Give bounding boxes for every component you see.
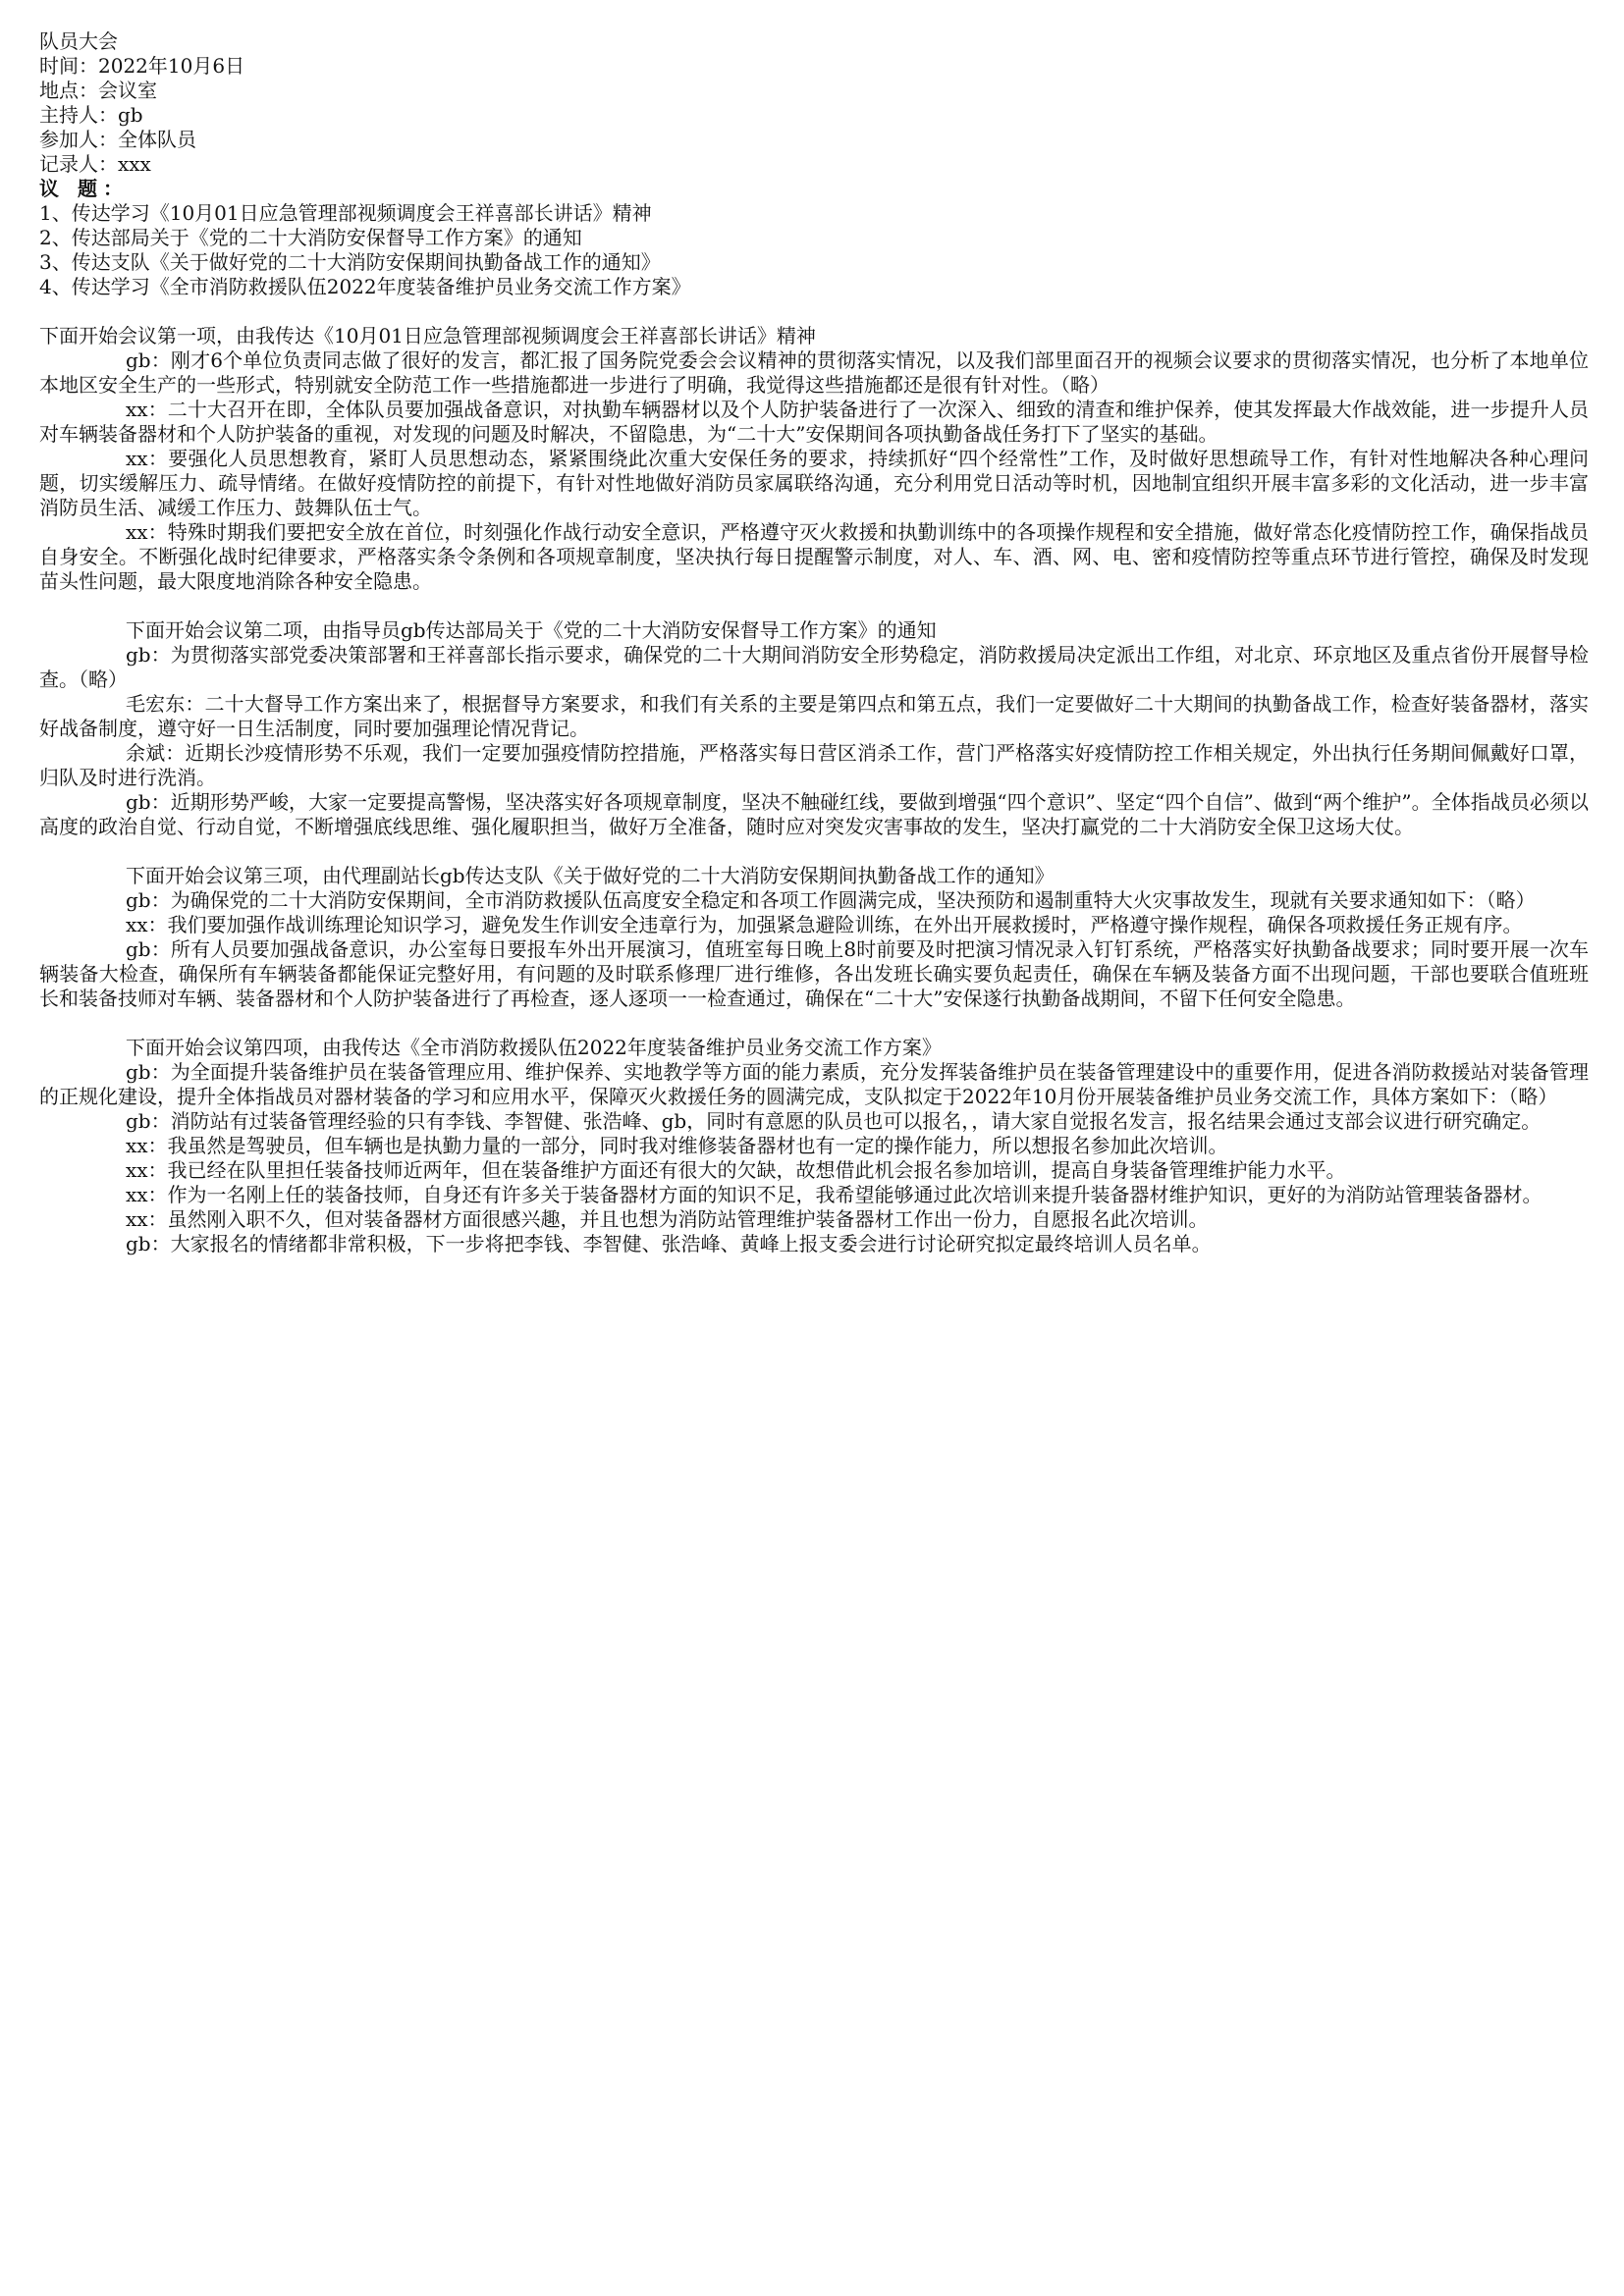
speech-paragraph: gb：刚才6个单位负责同志做了很好的发言，都汇报了国务院党委会会议精神的贯彻落实情况，以及我们部里面召开的视频会议要求的贯彻落实情况，也分析了本地单位本地区安全生产的一些形式，特别就安全防范工作一些措施都进一步进行了明确，我觉得这些措施都还是很有针对性。（略）: [39, 348, 1589, 397]
section-2: [39, 618, 1589, 839]
blank-line: [39, 594, 1589, 618]
speech-paragraph: gb：为贯彻落实部党委决策部署和王祥喜部长指示要求，确保党的二十大期间消防安全形势稳定，消防救援局决定派出工作组，对北京、环京地区及重点省份开展督导检查。（略）: [39, 643, 1589, 691]
speech-paragraph: xx：特殊时期我们要把安全放在首位，时刻强化作战行动安全意识，严格遵守灭火救援和执勤训练中的各项操作规程和安全措施，做好常态化疫情防控工作，确保指战员自身安全。不断强化战时纪律要求，严格落实条令条例和各项规章制度，坚决执行每日提醒警示制度，对人、车、酒、网、电、密和疫情防控等重点环节进行管控，确保及时发现苗头性问题，最大限度地消除各种安全隐患。: [39, 520, 1589, 593]
meeting-location: 地点：会议室: [39, 79, 157, 102]
section-4: [39, 1036, 1589, 1256]
blank-line: [39, 839, 1589, 864]
speech-paragraph: xx：二十大召开在即，全体队员要加强战备意识，对执勤车辆器材以及个人防护装备进行了一次深入、细致的清查和维护保养，使其发挥最大作战效能，进一步提升人员对车辆装备器材和个人防护装备的重视，对发现的问题及时解决，不留隐患，为“二十大”安保期间各项执勤备战任务打下了坚实的基础。: [39, 398, 1589, 446]
speech-paragraph: gb：消防站有过装备管理经验的只有李钱、李智健、张浩峰、gb，同时有意愿的队员也可以报名，，请大家自觉报名发言，报名结果会通过支部会议进行研究确定。: [126, 1109, 1542, 1133]
agenda-item: 3、传达支队《关于做好党的二十大消防安保期间执勤备战工作的通知》: [39, 250, 661, 274]
agenda-heading: 议 题：: [39, 177, 129, 200]
blank-line: [39, 299, 1589, 324]
speech-paragraph: gb：近期形势严峻，大家一定要提高警惕，坚决落实好各项规章制度，坚决不触碰红线，要做到增强“四个意识”、坚定“四个自信”、做到“两个维护”。全体指战员必须以高度的政治自觉、行动自觉，不断增强底线思维、强化履职担当，做好万全准备，随时应对突发灾害事故的发生，坚决打赢党的二十大消防安全保卫这场大仗。: [39, 790, 1589, 838]
section-title: 下面开始会议第一项，由我传达《10月01日应急管理部视频调度会王祥喜部长讲话》精神: [39, 324, 816, 347]
section-title: 下面开始会议第二项，由指导员gb传达部局关于《党的二十大消防安保督导工作方案》的通知: [126, 618, 937, 642]
meeting-host: 主持人：gb: [39, 103, 143, 127]
speech-paragraph: xx：我已经在队里担任装备技师近两年，但在装备维护方面还有很大的欠缺，故想借此机会报名参加培训，提高自身装备管理维护能力水平。: [126, 1158, 1346, 1182]
speech-paragraph: xx：要强化人员思想教育，紧盯人员思想动态，紧紧围绕此次重大安保任务的要求，持续抓好“四个经常性”工作，及时做好思想疏导工作，有针对性地解决各种心理问题，切实缓解压力、疏导情绪。在做好疫情防控的前提下，有针对性地做好消防员家属联络沟通，充分利用党日活动等时机，因地制宜组织开展丰富多彩的文化活动，进一步丰富消防员生活、减缓工作压力、鼓舞队伍士气。: [39, 447, 1589, 519]
speech-paragraph: gb：大家报名的情绪都非常积极，下一步将把李钱、李智健、张浩峰、黄峰上报支委会进行讨论研究拟定最终培训人员名单。: [126, 1232, 1212, 1255]
agenda: [39, 177, 1589, 299]
section-3: [39, 864, 1589, 1011]
speech-paragraph: xx：作为一名刚上任的装备技师，自身还有许多关于装备器材方面的知识不足，我希望能够通过此次培训来提升装备器材维护知识，更好的为消防站管理装备器材。: [126, 1183, 1543, 1206]
meeting-header: [39, 29, 1589, 177]
speech-paragraph: 余斌：近期长沙疫情形势不乐观，我们一定要加强疫情防控措施，严格落实每日营区消杀工作，营门严格落实好疫情防控工作相关规定，外出执行任务期间佩戴好口罩，归队及时进行洗消。: [39, 741, 1589, 789]
meeting-title: 队员大会: [39, 29, 118, 53]
section-title: 下面开始会议第三项，由代理副站长gb传达支队《关于做好党的二十大消防安保期间执勤备战工作的通知》: [126, 864, 1055, 887]
speech-paragraph: xx：我虽然是驾驶员，但车辆也是执勤力量的一部分，同时我对维修装备器材也有一定的操作能力，所以想报名参加此次培训。: [126, 1134, 1228, 1157]
speech-paragraph: gb：为确保党的二十大消防安保期间，全市消防救援队伍高度安全稳定和各项工作圆满完成，坚决预防和遏制重特大火灾事故发生，现就有关要求通知如下：（略）: [126, 888, 1536, 912]
speech-paragraph: 毛宏东：二十大督导工作方案出来了，根据督导方案要求，和我们有关系的主要是第四点和第五点，我们一定要做好二十大期间的执勤备战工作，检查好装备器材，落实好战备制度，遵守好一日生活制度，同时要加强理论情况背记。: [39, 692, 1589, 740]
speech-paragraph: gb：所有人员要加强战备意识，办公室每日要报车外出开展演习，值班室每日晚上8时前要及时把演习情况录入钉钉系统，严格落实好执勤备战要求；同时要开展一次车辆装备大检查，确保所有车辆装备都能保证完整好用，有问题的及时联系修理厂进行维修，各出发班长确实要负起责任，确保在车辆及装备方面不出现问题，干部也要联合值班班长和装备技师对车辆、装备器材和个人防护装备进行了再检查，逐人逐项一一检查通过，确保在“二十大”安保遂行执勤备战期间，不留下任何安全隐患。: [39, 937, 1589, 1010]
agenda-item: 1、传达学习《10月01日应急管理部视频调度会王祥喜部长讲话》精神: [39, 201, 652, 225]
blank-line: [39, 1011, 1589, 1036]
speech-paragraph: xx：虽然刚入职不久，但对装备器材方面很感兴趣，并且也想为消防站管理维护装备器材工作出一份力，自愿报名此次培训。: [126, 1207, 1209, 1231]
meeting-attendees: 参加人：全体队员: [39, 128, 196, 151]
section-1: [39, 324, 1589, 594]
meeting-time: 时间：2022年10月6日: [39, 54, 245, 78]
section-title: 下面开始会议第四项，由我传达《全市消防救援队伍2022年度装备维护员业务交流工作方案》: [126, 1036, 942, 1059]
meeting-minutes-document: [39, 29, 1589, 1256]
speech-paragraph: gb：为全面提升装备维护员在装备管理应用、维护保养、实地教学等方面的能力素质，充分发挥装备维护员在装备管理建设中的重要作用，促进各消防救援站对装备管理的正规化建设，提升全体指战员对器材装备的学习和应用水平，保障灭火救援任务的圆满完成，支队拟定于2022年10月份开展装备维护员业务交流工作，具体方案如下：（略）: [39, 1060, 1589, 1108]
agenda-item: 2、传达部局关于《党的二十大消防安保督导工作方案》的通知: [39, 226, 582, 249]
agenda-item: 4、传达学习《全市消防救援队伍2022年度装备维护员业务交流工作方案》: [39, 275, 691, 298]
speech-paragraph: xx：我们要加强作战训练理论知识学习，避免发生作训安全违章行为，加强紧急避险训练，在外出开展救援时，严格遵守操作规程，确保各项救援任务正规有序。: [126, 913, 1523, 936]
meeting-recorder: 记录人：xxx: [39, 152, 151, 176]
